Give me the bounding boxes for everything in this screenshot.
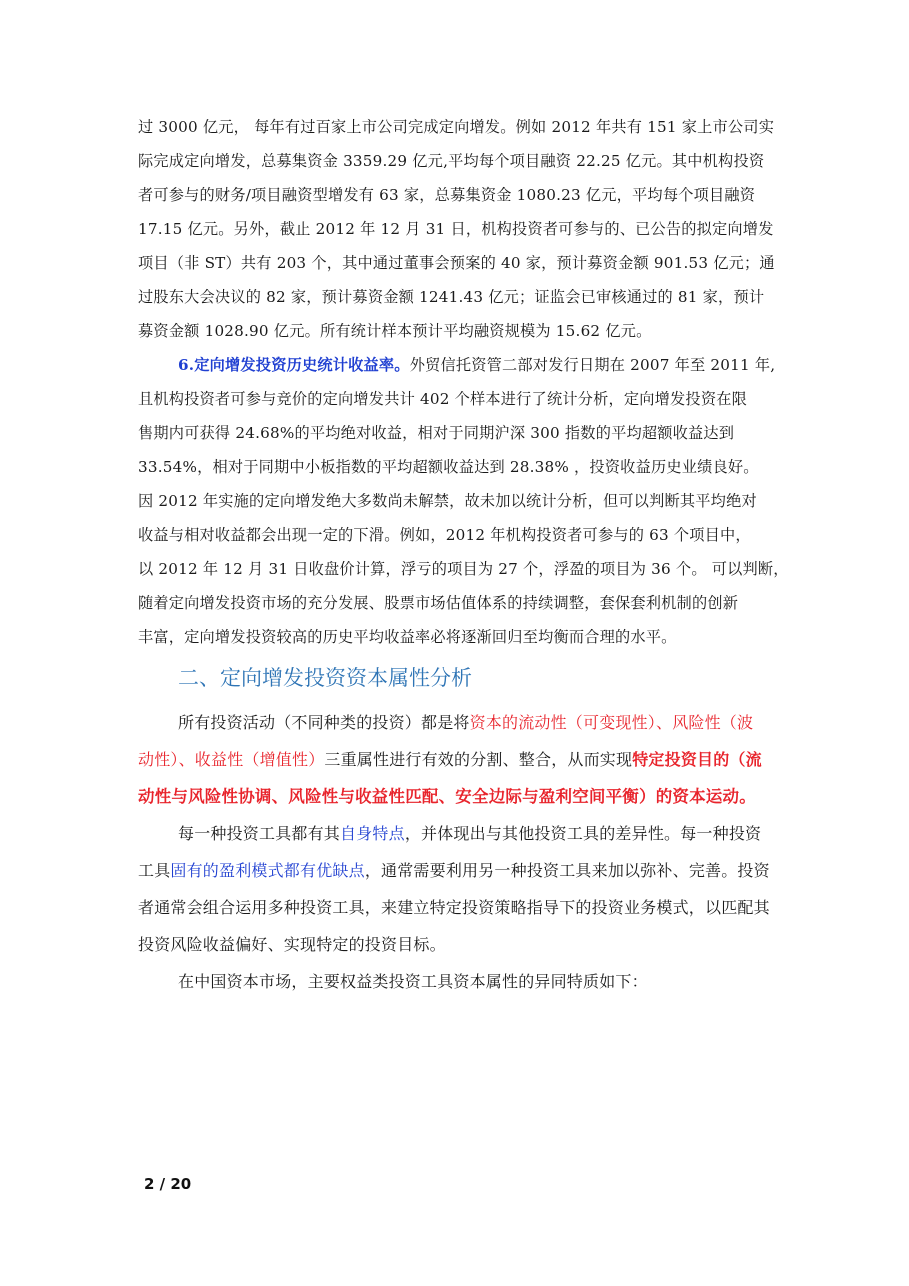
text-line: 过股东大会决议的 82 家，预计募资金额 1241.43 亿元；证监会已审核通过的 81 家，预计 (138, 288, 765, 306)
text-line: 且机构投资者可参与竞价的定向增发共计 402 个样本进行了统计分析，定向增发投资在限 (138, 390, 747, 408)
text-line (138, 348, 778, 382)
highlight-red-bold-line: 动性与风险性协调、风险性与收益性匹配、安全边际与盈利空间平衡）的资本运动。 (138, 787, 756, 806)
highlight-red: 资本的流动性（可变现性）、风险性（波 (469, 713, 754, 732)
text-line: 投资风险收益偏好、实现特定的投资目标。 (138, 935, 446, 954)
highlight-blue: 自身特点 (340, 824, 405, 843)
text-run: 三重属性进行有效的分割、整合，从而实现 (324, 750, 633, 769)
page-content (138, 110, 789, 1000)
text-run: 每一种投资工具都有其 (178, 824, 341, 843)
page-number: 2 / 20 (144, 1175, 192, 1193)
text-line: 收益与相对收益都会出现一定的下滑。例如，2012 年机构投资者可参与的 63 个项目中， (138, 526, 751, 544)
text-line (138, 852, 778, 889)
text-line: 项目（非 ST）共有 203 个，其中通过董事会预案的 40 家，预计募资金额 901.53 亿元；通 (138, 254, 775, 272)
section-heading: 二、定向增发投资资本属性分析 (178, 666, 472, 690)
text-run: 所有投资活动（不同种类的投资）都是将 (178, 713, 470, 732)
text-line: 以 2012 年 12 月 31 日收盘价计算，浮亏的项目为 27 个，浮盈的项目为 36 个。 可以判断， (138, 560, 789, 578)
highlight-red: 动性）、收益性（增值性） (138, 750, 325, 769)
paragraph-capital-attributes (138, 704, 778, 815)
section-6-title: 6.定向增发投资历史统计收益率。 (178, 356, 410, 374)
text-line: 过 3000 亿元， 每年有过百家上市公司完成定向增发。例如 2012 年共有 151 家上市公司实 (138, 118, 775, 136)
text-run: 工具 (138, 861, 171, 880)
text-line: 者通常会组合运用多种投资工具，来建立特定投资策略指导下的投资业务模式，以匹配其 (138, 898, 770, 917)
paragraph-china-market (138, 963, 778, 1000)
text-line: 在中国资本市场，主要权益类投资工具资本属性的异同特质如下： (178, 972, 648, 991)
text-line: 者可参与的财务/项目融资型增发有 63 家，总募集资金 1080.23 亿元，平均每个项目融资 (138, 186, 756, 204)
text-line: 际完成定向增发，总募集资金 3359.29 亿元,平均每个项目融资 22.25 亿元。其中机构投资 (138, 152, 765, 170)
paragraph-financing-stats (138, 110, 778, 348)
text-run: 外贸信托资管二部对发行日期在 2007 年至 2011 年, (409, 356, 776, 374)
text-run: ，并体现出与其他投资工具的差异性。每一种投资 (404, 824, 762, 843)
text-line: 丰富，定向增发投资较高的历史平均收益率必将逐渐回归至均衡而合理的水平。 (138, 628, 677, 646)
text-line: 因 2012 年实施的定向增发绝大多数尚未解禁，故未加以统计分析，但可以判断其平均绝对 (138, 492, 757, 510)
text-line: 募资金额 1028.90 亿元。所有统计样本预计平均融资规模为 15.62 亿元。 (138, 322, 652, 340)
paragraph-investment-tools (138, 815, 778, 963)
text-line (138, 741, 778, 778)
highlight-red-bold: 特定投资目的（流 (632, 750, 762, 769)
text-line (138, 815, 778, 852)
paragraph-historical-returns (138, 348, 789, 654)
text-line (138, 704, 778, 741)
text-run: ，通常需要利用另一种投资工具来加以弥补、完善。投资 (364, 861, 770, 880)
text-line: 售期内可获得 24.68%的平均绝对收益，相对于同期沪深 300 指数的平均超额收益达到 (138, 424, 735, 442)
text-line: 17.15 亿元。另外，截止 2012 年 12 月 31 日，机构投资者可参与的、已公告的拟定向增发 (138, 220, 774, 238)
text-line: 33.54%，相对于同期中小板指数的平均超额收益达到 28.38% ，投资收益历史业绩良好。 (138, 458, 759, 476)
highlight-blue: 固有的盈利模式都有优缺点 (170, 861, 365, 880)
text-line: 随着定向增发投资市场的充分发展、股票市场估值体系的持续调整，套保套利机制的创新 (138, 594, 739, 612)
